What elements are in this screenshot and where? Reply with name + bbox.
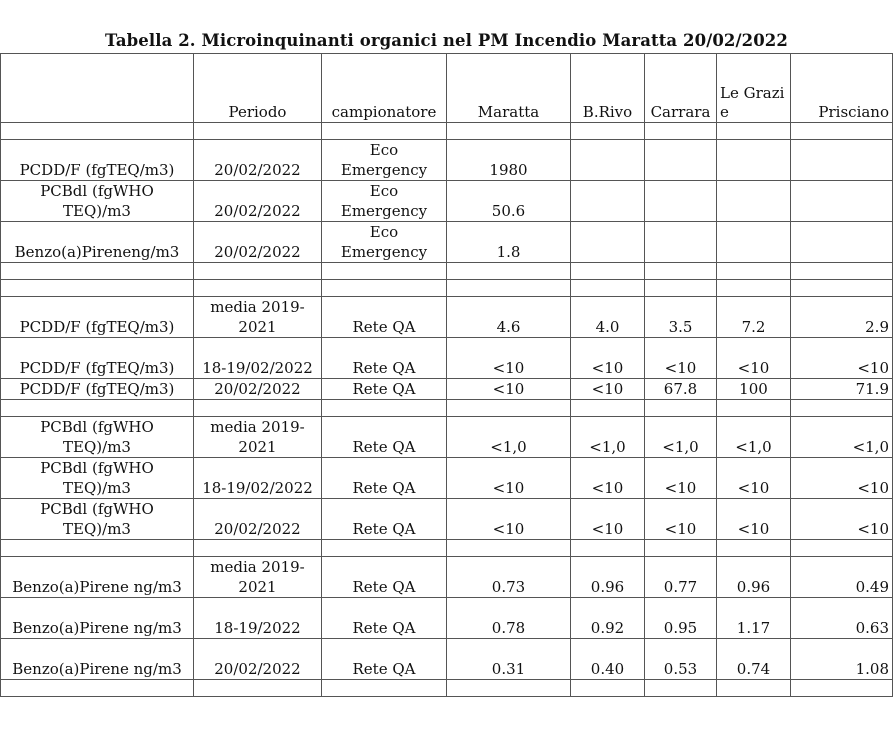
empty-cell: [791, 263, 893, 280]
spacer-row: [1, 540, 893, 557]
row-maratta-cell: 1980: [447, 140, 571, 181]
empty-cell: [645, 280, 717, 297]
empty-cell: [194, 680, 322, 697]
row-maratta-cell: <10: [447, 458, 571, 499]
row-carrara-cell: <10: [645, 499, 717, 540]
table-row: [1, 417, 893, 458]
row-b-rivo-cell: [571, 181, 645, 222]
row-b-rivo-cell: <10: [571, 379, 645, 400]
empty-cell: [194, 280, 322, 297]
table-row: [1, 222, 893, 263]
empty-cell: [322, 540, 447, 557]
row-b-rivo-cell: <10: [571, 338, 645, 379]
empty-cell: [645, 540, 717, 557]
empty-cell: [194, 540, 322, 557]
spacer-row: [1, 280, 893, 297]
row-parameter-cell: PCBdl (fgWHO TEQ)/m3: [1, 417, 194, 458]
row-prisciano-cell: [791, 181, 893, 222]
row-le-grazie-cell: 1.17: [717, 598, 791, 639]
empty-cell: [717, 400, 791, 417]
spacer-row: [1, 400, 893, 417]
row-periodo-cell: media 2019-2021: [194, 557, 322, 598]
empty-cell: [791, 680, 893, 697]
empty-cell: [447, 280, 571, 297]
row-b-rivo-cell: 0.40: [571, 639, 645, 680]
table-row: [1, 140, 893, 181]
row-parameter-cell: Benzo(a)Pirene ng/m3: [1, 639, 194, 680]
empty-cell: [571, 680, 645, 697]
row-parameter-cell: PCDD/F (fgTEQ/m3): [1, 297, 194, 338]
empty-cell: [194, 263, 322, 280]
row-carrara-cell: 0.53: [645, 639, 717, 680]
empty-cell: [1, 123, 194, 140]
row-carrara-cell: 0.95: [645, 598, 717, 639]
header-le-grazie-cell: Le Grazie: [717, 54, 791, 123]
empty-cell: [322, 400, 447, 417]
row-le-grazie-cell: <10: [717, 338, 791, 379]
empty-cell: [645, 123, 717, 140]
empty-cell: [322, 680, 447, 697]
row-campionatore-cell: Rete QA: [322, 458, 447, 499]
row-parameter-cell: PCDD/F (fgTEQ/m3): [1, 338, 194, 379]
empty-cell: [1, 280, 194, 297]
empty-cell: [717, 263, 791, 280]
header-maratta-cell: Maratta: [447, 54, 571, 123]
row-parameter-cell: Benzo(a)Pirene ng/m3: [1, 557, 194, 598]
table-row: [1, 297, 893, 338]
empty-cell: [571, 280, 645, 297]
row-parameter-cell: Benzo(a)Pireneng/m3: [1, 222, 194, 263]
row-parameter-cell: PCDD/F (fgTEQ/m3): [1, 140, 194, 181]
row-parameter-cell: PCBdl (fgWHO TEQ)/m3: [1, 181, 194, 222]
table-title: Tabella 2. Microinquinanti organici nel PM Incendio Maratta 20/02/2022: [105, 31, 788, 50]
row-campionatore-cell: Rete QA: [322, 639, 447, 680]
row-periodo-cell: 20/02/2022: [194, 140, 322, 181]
empty-cell: [571, 123, 645, 140]
row-b-rivo-cell: [571, 222, 645, 263]
header-parameter-cell: [1, 54, 194, 123]
row-maratta-cell: <10: [447, 499, 571, 540]
row-periodo-cell: 20/02/2022: [194, 181, 322, 222]
row-maratta-cell: <1,0: [447, 417, 571, 458]
table-row: [1, 458, 893, 499]
row-carrara-cell: [645, 181, 717, 222]
row-maratta-cell: 50.6: [447, 181, 571, 222]
row-carrara-cell: <10: [645, 458, 717, 499]
row-periodo-cell: 20/02/2022: [194, 499, 322, 540]
row-b-rivo-cell: 0.92: [571, 598, 645, 639]
row-campionatore-cell: Rete QA: [322, 557, 447, 598]
row-campionatore-cell: Rete QA: [322, 598, 447, 639]
empty-cell: [322, 123, 447, 140]
empty-cell: [322, 280, 447, 297]
row-le-grazie-cell: <10: [717, 458, 791, 499]
row-campionatore-cell: Eco Emergency: [322, 181, 447, 222]
empty-cell: [645, 263, 717, 280]
table-row: [1, 557, 893, 598]
row-prisciano-cell: 0.63: [791, 598, 893, 639]
row-le-grazie-cell: <10: [717, 499, 791, 540]
empty-cell: [717, 123, 791, 140]
row-b-rivo-cell: 4.0: [571, 297, 645, 338]
empty-cell: [645, 680, 717, 697]
empty-cell: [1, 400, 194, 417]
row-carrara-cell: [645, 222, 717, 263]
row-prisciano-cell: <10: [791, 458, 893, 499]
row-periodo-cell: 18-19/2022: [194, 598, 322, 639]
table-row: [1, 338, 893, 379]
spacer-row: [1, 680, 893, 697]
row-parameter-cell: PCBdl (fgWHO TEQ)/m3: [1, 499, 194, 540]
row-campionatore-cell: Eco Emergency: [322, 222, 447, 263]
empty-cell: [717, 540, 791, 557]
row-b-rivo-cell: <10: [571, 458, 645, 499]
spacer-row: [1, 263, 893, 280]
empty-cell: [447, 123, 571, 140]
row-periodo-cell: 20/02/2022: [194, 379, 322, 400]
row-carrara-cell: <10: [645, 338, 717, 379]
row-periodo-cell: media 2019-2021: [194, 297, 322, 338]
empty-cell: [322, 263, 447, 280]
row-maratta-cell: 1.8: [447, 222, 571, 263]
empty-cell: [717, 280, 791, 297]
empty-cell: [717, 680, 791, 697]
row-campionatore-cell: Eco Emergency: [322, 140, 447, 181]
table-row: [1, 639, 893, 680]
row-prisciano-cell: <10: [791, 338, 893, 379]
empty-cell: [1, 540, 194, 557]
empty-cell: [1, 680, 194, 697]
row-prisciano-cell: 0.49: [791, 557, 893, 598]
header-row: [1, 54, 893, 123]
row-le-grazie-cell: [717, 222, 791, 263]
header-b-rivo-cell: B.Rivo: [571, 54, 645, 123]
row-parameter-cell: PCDD/F (fgTEQ/m3): [1, 379, 194, 400]
row-carrara-cell: 3.5: [645, 297, 717, 338]
row-campionatore-cell: Rete QA: [322, 417, 447, 458]
row-le-grazie-cell: <1,0: [717, 417, 791, 458]
spacer-row: [1, 123, 893, 140]
row-maratta-cell: 0.31: [447, 639, 571, 680]
row-prisciano-cell: [791, 222, 893, 263]
table-body: [1, 54, 893, 697]
row-prisciano-cell: 1.08: [791, 639, 893, 680]
row-le-grazie-cell: 0.74: [717, 639, 791, 680]
row-maratta-cell: 0.78: [447, 598, 571, 639]
row-periodo-cell: 20/02/2022: [194, 222, 322, 263]
row-prisciano-cell: 2.9: [791, 297, 893, 338]
empty-cell: [645, 400, 717, 417]
row-parameter-cell: Benzo(a)Pirene ng/m3: [1, 598, 194, 639]
empty-cell: [791, 540, 893, 557]
row-maratta-cell: 4.6: [447, 297, 571, 338]
row-carrara-cell: [645, 140, 717, 181]
header-prisciano-cell: Prisciano: [791, 54, 893, 123]
data-table: [0, 53, 893, 697]
row-b-rivo-cell: 0.96: [571, 557, 645, 598]
row-periodo-cell: 18-19/02/2022: [194, 338, 322, 379]
empty-cell: [791, 280, 893, 297]
empty-cell: [1, 263, 194, 280]
row-le-grazie-cell: 0.96: [717, 557, 791, 598]
empty-cell: [447, 400, 571, 417]
row-b-rivo-cell: [571, 140, 645, 181]
row-periodo-cell: media 2019-2021: [194, 417, 322, 458]
row-le-grazie-cell: [717, 140, 791, 181]
row-le-grazie-cell: 100: [717, 379, 791, 400]
row-b-rivo-cell: <10: [571, 499, 645, 540]
row-prisciano-cell: 71.9: [791, 379, 893, 400]
row-maratta-cell: 0.73: [447, 557, 571, 598]
row-campionatore-cell: Rete QA: [322, 297, 447, 338]
empty-cell: [447, 263, 571, 280]
row-carrara-cell: <1,0: [645, 417, 717, 458]
row-prisciano-cell: <10: [791, 499, 893, 540]
row-prisciano-cell: <1,0: [791, 417, 893, 458]
table-row: [1, 499, 893, 540]
row-b-rivo-cell: <1,0: [571, 417, 645, 458]
empty-cell: [571, 400, 645, 417]
empty-cell: [791, 400, 893, 417]
row-campionatore-cell: Rete QA: [322, 379, 447, 400]
table-row: [1, 181, 893, 222]
empty-cell: [194, 400, 322, 417]
row-periodo-cell: 18-19/02/2022: [194, 458, 322, 499]
row-campionatore-cell: Rete QA: [322, 499, 447, 540]
empty-cell: [571, 540, 645, 557]
table-row: [1, 379, 893, 400]
row-le-grazie-cell: [717, 181, 791, 222]
empty-cell: [447, 680, 571, 697]
header-carrara-cell: Carrara: [645, 54, 717, 123]
row-campionatore-cell: Rete QA: [322, 338, 447, 379]
empty-cell: [194, 123, 322, 140]
empty-cell: [791, 123, 893, 140]
row-carrara-cell: 0.77: [645, 557, 717, 598]
header-periodo-cell: Periodo: [194, 54, 322, 123]
row-periodo-cell: 20/02/2022: [194, 639, 322, 680]
row-le-grazie-cell: 7.2: [717, 297, 791, 338]
empty-cell: [571, 263, 645, 280]
header-campionatore-cell: campionatore: [322, 54, 447, 123]
row-maratta-cell: <10: [447, 379, 571, 400]
row-carrara-cell: 67.8: [645, 379, 717, 400]
row-maratta-cell: <10: [447, 338, 571, 379]
row-parameter-cell: PCBdl (fgWHO TEQ)/m3: [1, 458, 194, 499]
row-prisciano-cell: [791, 140, 893, 181]
empty-cell: [447, 540, 571, 557]
table-row: [1, 598, 893, 639]
